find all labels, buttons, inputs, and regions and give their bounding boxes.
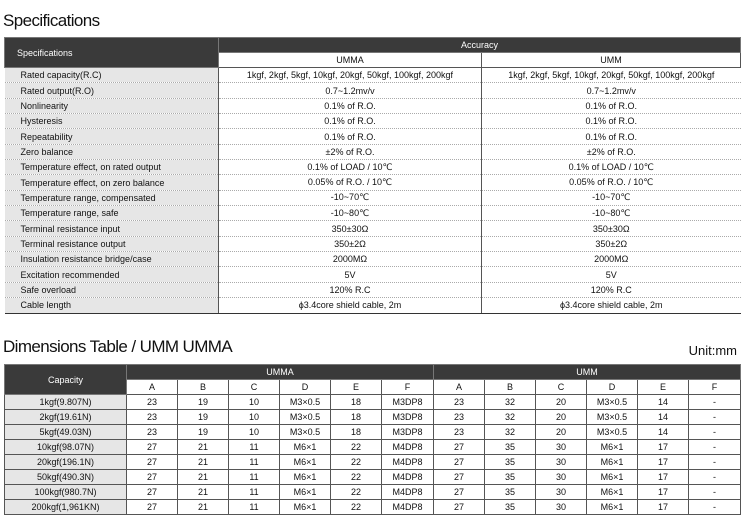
spec-umma-value: 2000MΩ	[219, 252, 482, 267]
dim-col-d: D	[280, 380, 331, 395]
dim-umm-value: 30	[536, 440, 587, 455]
dim-umm-value: 27	[434, 440, 485, 455]
dim-umma-value: M3DP8	[382, 425, 434, 440]
spec-label: Terminal resistance output	[5, 236, 219, 251]
dim-capacity: 50kgf(490.3N)	[5, 470, 127, 485]
spec-umm-value: 0.05% of R.O. / 10℃	[482, 175, 741, 190]
spec-label: Temperature effect, on zero balance	[5, 175, 219, 190]
dim-title: Dimensions Table / UMM UMMA	[3, 337, 233, 356]
dim-row	[5, 500, 741, 515]
dim-row	[5, 485, 741, 500]
dim-umma-value: 19	[178, 425, 229, 440]
dim-umm-value: 32	[485, 395, 536, 410]
dim-body	[5, 395, 741, 515]
dim-umm-value: 17	[638, 485, 689, 500]
dim-table	[4, 364, 741, 515]
dim-umm-value: 17	[638, 455, 689, 470]
dim-umma-value: 10	[229, 425, 280, 440]
spec-label: Hysteresis	[5, 114, 219, 129]
dim-umm-value: M3×0.5	[587, 410, 638, 425]
dim-umm-value: -	[689, 395, 741, 410]
dim-umm-value: 30	[536, 455, 587, 470]
spec-umma-value: 5V	[219, 267, 482, 282]
spec-header-label: Specifications	[5, 38, 219, 68]
spec-row	[5, 144, 741, 159]
dim-umma-value: M4DP8	[382, 440, 434, 455]
dim-col-f: F	[382, 380, 434, 395]
dim-capacity: 100kgf(980.7N)	[5, 485, 127, 500]
spec-label: Insulation resistance bridge/case	[5, 252, 219, 267]
spec-label: Temperature effect, on rated output	[5, 160, 219, 175]
spec-umm-value: 0.1% of R.O.	[482, 129, 741, 144]
spec-label: Repeatability	[5, 129, 219, 144]
dim-umma-value: 27	[127, 470, 178, 485]
dim-umm-value: 23	[434, 425, 485, 440]
dim-umm-value: 20	[536, 425, 587, 440]
dim-umma-value: 10	[229, 395, 280, 410]
spec-umm-value: 120% R.C	[482, 282, 741, 297]
dim-umma-value: 22	[331, 470, 382, 485]
dim-col-e: E	[331, 380, 382, 395]
spec-row	[5, 267, 741, 282]
dim-col-b: B	[178, 380, 229, 395]
spec-label: Nonlinearity	[5, 98, 219, 113]
dim-row	[5, 425, 741, 440]
dim-umma-value: 27	[127, 485, 178, 500]
dim-umma-value: 11	[229, 500, 280, 515]
spec-umma-value: 0.05% of R.O. / 10℃	[219, 175, 482, 190]
spec-row	[5, 68, 741, 83]
dim-umm-value: M3×0.5	[587, 395, 638, 410]
dim-umm-value: M6×1	[587, 440, 638, 455]
dim-umm-value: 27	[434, 500, 485, 515]
dim-umma-value: M6×1	[280, 500, 331, 515]
spec-label: Safe overload	[5, 282, 219, 297]
dim-umma-value: 21	[178, 470, 229, 485]
dim-umma-value: 21	[178, 440, 229, 455]
dim-umm-value: 27	[434, 485, 485, 500]
spec-umm-value: 1kgf, 2kgf, 5kgf, 10kgf, 20kgf, 50kgf, 100kgf, 200kgf	[482, 68, 741, 83]
dim-umma-value: M3DP8	[382, 410, 434, 425]
dim-umm-value: 35	[485, 500, 536, 515]
spec-umma-value: 0.1% of LOAD / 10℃	[219, 160, 482, 175]
dim-umm-value: 20	[536, 410, 587, 425]
dim-umm-value: 17	[638, 440, 689, 455]
spec-umm-value: 350±30Ω	[482, 221, 741, 236]
dim-umm-value: 23	[434, 410, 485, 425]
dim-umma-value: M4DP8	[382, 470, 434, 485]
dim-umm-value: 20	[536, 395, 587, 410]
dim-umm-value: 35	[485, 455, 536, 470]
dim-umma-value: 21	[178, 485, 229, 500]
dim-col-c: C	[229, 380, 280, 395]
dim-umma-value: 18	[331, 425, 382, 440]
spec-row	[5, 114, 741, 129]
spec-row	[5, 190, 741, 205]
spec-row	[5, 236, 741, 251]
dim-col-b: B	[485, 380, 536, 395]
dim-umm-value: 30	[536, 470, 587, 485]
dim-umm-value: M3×0.5	[587, 425, 638, 440]
dim-umm-value: 30	[536, 500, 587, 515]
dim-umma-value: 11	[229, 455, 280, 470]
spec-umm-value: 0.7~1.2mv/v	[482, 83, 741, 98]
dim-umm-value: 23	[434, 395, 485, 410]
unit-label: Unit:mm	[688, 343, 737, 358]
spec-umma-value: 350±2Ω	[219, 236, 482, 251]
spec-label: Rated capacity(R.C)	[5, 68, 219, 83]
dim-umm-value: 14	[638, 425, 689, 440]
dim-umma-value: M6×1	[280, 470, 331, 485]
dim-umm-value: -	[689, 425, 741, 440]
spec-umma-value: 0.7~1.2mv/v	[219, 83, 482, 98]
dim-umma-value: 22	[331, 440, 382, 455]
dim-umm-value: 32	[485, 425, 536, 440]
dim-umm-value: 35	[485, 470, 536, 485]
dim-col-a: A	[127, 380, 178, 395]
dim-group-umma: UMMA	[127, 365, 434, 380]
spec-umma-value: ±2% of R.O.	[219, 144, 482, 159]
dim-umma-value: 11	[229, 470, 280, 485]
capacity-header: Capacity	[5, 365, 127, 395]
spec-umma-value: 0.1% of R.O.	[219, 114, 482, 129]
spec-label: Zero balance	[5, 144, 219, 159]
dim-umma-value: 18	[331, 395, 382, 410]
spec-label: Excitation recommended	[5, 267, 219, 282]
dim-col-d: D	[587, 380, 638, 395]
dim-umma-value: 21	[178, 455, 229, 470]
dim-umma-value: 11	[229, 485, 280, 500]
spec-row	[5, 282, 741, 297]
dim-col-c: C	[536, 380, 587, 395]
dim-umma-value: 19	[178, 410, 229, 425]
spec-umm-value: 0.1% of R.O.	[482, 114, 741, 129]
dim-col-a: A	[434, 380, 485, 395]
dim-group-umm: UMM	[434, 365, 741, 380]
dim-umma-value: 27	[127, 500, 178, 515]
spec-col-umm: UMM	[482, 53, 741, 68]
spec-umm-value: -10~80℃	[482, 206, 741, 221]
dim-capacity: 2kgf(19.61N)	[5, 410, 127, 425]
spec-table	[4, 37, 741, 314]
dim-umm-value: 32	[485, 410, 536, 425]
dim-row	[5, 470, 741, 485]
spec-row	[5, 98, 741, 113]
spec-row	[5, 298, 741, 313]
dim-umma-value: 19	[178, 395, 229, 410]
dim-umma-value: M4DP8	[382, 485, 434, 500]
dim-row	[5, 455, 741, 470]
dim-row	[5, 410, 741, 425]
spec-row	[5, 175, 741, 190]
dim-umma-value: 23	[127, 395, 178, 410]
spec-umma-value: 1kgf, 2kgf, 5kgf, 10kgf, 20kgf, 50kgf, 100kgf, 200kgf	[219, 68, 482, 83]
dim-umma-value: M4DP8	[382, 500, 434, 515]
spec-umm-value: 0.1% of LOAD / 10℃	[482, 160, 741, 175]
dim-umma-value: 11	[229, 440, 280, 455]
dim-umm-value: 14	[638, 410, 689, 425]
spec-col-umma: UMMA	[219, 53, 482, 68]
dim-umma-value: M3×0.5	[280, 395, 331, 410]
dim-umma-value: M4DP8	[382, 455, 434, 470]
spec-umm-value: 350±2Ω	[482, 236, 741, 251]
dim-umm-value: 35	[485, 485, 536, 500]
spec-umm-value: 0.1% of R.O.	[482, 98, 741, 113]
dim-col-f: F	[689, 380, 741, 395]
spec-body	[5, 68, 741, 314]
spec-umm-value: -10~70℃	[482, 190, 741, 205]
dim-umm-value: M6×1	[587, 455, 638, 470]
dim-umm-value: -	[689, 440, 741, 455]
spec-umma-value: 350±30Ω	[219, 221, 482, 236]
dim-umm-value: 30	[536, 485, 587, 500]
spec-umma-value: 0.1% of R.O.	[219, 129, 482, 144]
spec-umma-value: -10~70℃	[219, 190, 482, 205]
dim-umma-value: M6×1	[280, 440, 331, 455]
spec-umm-value: 5V	[482, 267, 741, 282]
dim-umma-value: M3DP8	[382, 395, 434, 410]
spec-umm-value: ±2% of R.O.	[482, 144, 741, 159]
dim-umm-value: 17	[638, 470, 689, 485]
dim-row	[5, 395, 741, 410]
dim-umma-value: M3×0.5	[280, 410, 331, 425]
dim-umm-value: M6×1	[587, 500, 638, 515]
dim-capacity: 5kgf(49.03N)	[5, 425, 127, 440]
dim-umma-value: 22	[331, 485, 382, 500]
dim-capacity: 200kgf(1,961KN)	[5, 500, 127, 515]
spec-label: Rated output(R.O)	[5, 83, 219, 98]
dim-umma-value: 27	[127, 440, 178, 455]
dim-umma-value: 23	[127, 410, 178, 425]
spec-row	[5, 83, 741, 98]
dim-umm-value: 14	[638, 395, 689, 410]
spec-row	[5, 160, 741, 175]
spec-title: Specifications	[3, 11, 100, 30]
dim-umma-value: M6×1	[280, 455, 331, 470]
spec-umm-value: 2000MΩ	[482, 252, 741, 267]
spec-umma-value: 0.1% of R.O.	[219, 98, 482, 113]
dim-umma-value: 18	[331, 410, 382, 425]
dim-umm-value: M6×1	[587, 485, 638, 500]
spec-umma-value: -10~80℃	[219, 206, 482, 221]
dim-capacity: 10kgf(98.07N)	[5, 440, 127, 455]
dim-capacity: 1kgf(9.807N)	[5, 395, 127, 410]
dim-umm-value: 17	[638, 500, 689, 515]
spec-row	[5, 129, 741, 144]
dim-umm-value: 27	[434, 455, 485, 470]
spec-umma-value: ϕ3.4core shield cable, 2m	[219, 298, 482, 313]
dim-umm-value: -	[689, 500, 741, 515]
dim-umma-value: 10	[229, 410, 280, 425]
dim-umm-value: M6×1	[587, 470, 638, 485]
dim-umma-value: 21	[178, 500, 229, 515]
spec-label: Terminal resistance input	[5, 221, 219, 236]
dim-umma-value: 23	[127, 425, 178, 440]
spec-umm-value: ϕ3.4core shield cable, 2m	[482, 298, 741, 313]
dim-col-e: E	[638, 380, 689, 395]
dim-umm-value: 35	[485, 440, 536, 455]
spec-label: Temperature range, compensated	[5, 190, 219, 205]
dim-umm-value: -	[689, 470, 741, 485]
dim-umma-value: 22	[331, 500, 382, 515]
spec-label: Temperature range, safe	[5, 206, 219, 221]
dim-umma-value: M3×0.5	[280, 425, 331, 440]
spec-label: Cable length	[5, 298, 219, 313]
dim-umm-value: 27	[434, 470, 485, 485]
spec-row	[5, 221, 741, 236]
dim-umm-value: -	[689, 485, 741, 500]
dim-umm-value: -	[689, 410, 741, 425]
dim-umma-value: 22	[331, 455, 382, 470]
dim-row	[5, 440, 741, 455]
spec-umma-value: 120% R.C	[219, 282, 482, 297]
spec-row	[5, 206, 741, 221]
accuracy-header: Accuracy	[219, 38, 741, 53]
spec-row	[5, 252, 741, 267]
dim-capacity: 20kgf(196.1N)	[5, 455, 127, 470]
dim-umma-value: M6×1	[280, 485, 331, 500]
dim-umma-value: 27	[127, 455, 178, 470]
dim-umm-value: -	[689, 455, 741, 470]
